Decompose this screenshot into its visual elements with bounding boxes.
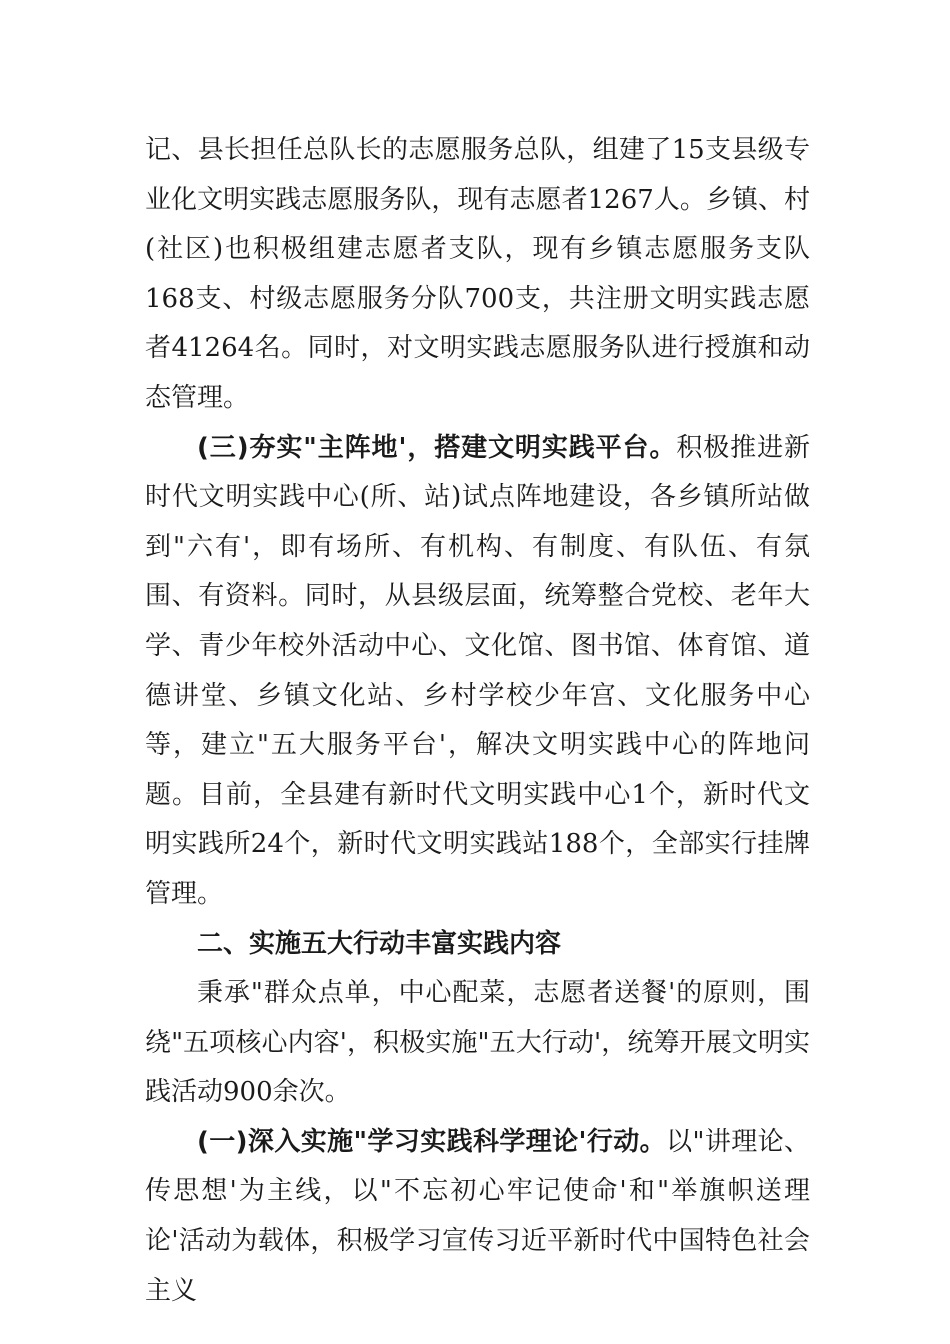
paragraph-five-actions [145, 969, 810, 1118]
paragraph-text: 记、县长担任总队长的志愿服务总队，组建了15支县级专业化文明实践志愿服务队，现有志愿者1267人。乡镇、村(社区)也积极组建志愿者支队，现有乡镇志愿服务支队168支、村级志愿服务分队700支，共注册文明实践志愿者41264名。同时，对文明实践志愿服务队进行授旗和动态管理。 [145, 135, 810, 413]
paragraph-theory-action [145, 1118, 810, 1316]
paragraph-text: 积极推进新时代文明实践中心(所、站)试点阵地建设，各乡镇所站做到"六有'，即有场所、有机构、有制度、有队伍、有氛围、有资料。同时，从县级层面，统筹整合党校、老年大学、青少年校外活动中心、文化馆、图书馆、体育馆、道德讲堂、乡镇文化站、乡村学校少年宫、文化服务中心等，建立"五大服务平台'，解决文明实践中心的阵地问题。目前，全县建有新时代文明实践中心1个，新时代文明实践所24个，新时代文明实践站188个，全部实行挂牌管理。 [145, 432, 810, 909]
section-heading: 二、实施五大行动丰富实践内容 [197, 928, 562, 959]
paragraph-text: 秉承"群众点单，中心配菜，志愿者送餐'的原则，围绕"五项核心内容'，积极实施"五大行动'，统筹开展文明实践活动900余次。 [145, 978, 810, 1108]
paragraph-platform [145, 424, 810, 920]
paragraph-volunteer-teams [145, 126, 810, 424]
paragraph-lead: (一)深入实施"学习实践科学理论'行动。 [197, 1126, 667, 1157]
document-body [145, 126, 810, 1316]
paragraph-lead: (三)夯实"主阵地'，搭建文明实践平台。 [197, 432, 677, 463]
paragraph-text: 以"讲理论、传思想'为主线，以"不忘初心牢记使命'和"举旗帜送理论'活动为载体，积极学习宣传习近平新时代中国特色社会主义 [145, 1126, 810, 1306]
